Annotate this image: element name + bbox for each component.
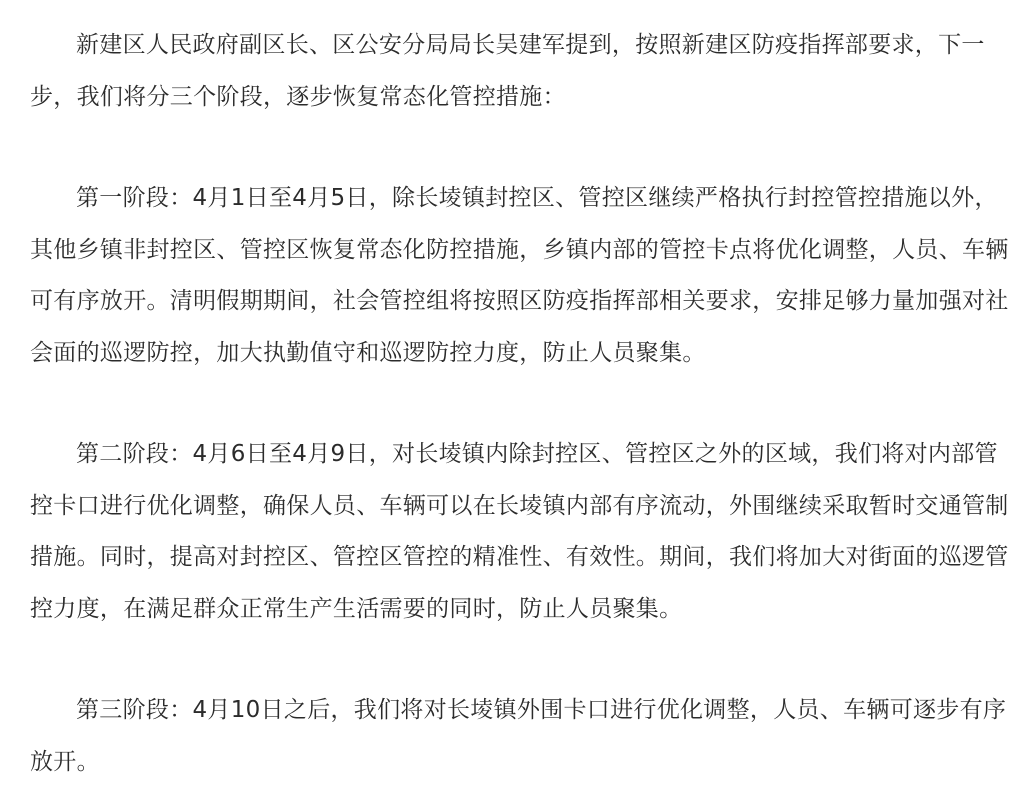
paragraph-phase-three: 第三阶段：4月10日之后，我们将对长堎镇外围卡口进行优化调整，人员、车辆可逐步有序放开。 — [30, 697, 1007, 775]
paragraph-intro: 新建区人民政府副区长、区公安分局局长吴建军提到，按照新建区防疫指挥部要求，下一步，我们将分三个阶段，逐步恢复常态化管控措施： — [30, 32, 985, 110]
paragraph-phase-one: 第一阶段：4月1日至4月5日，除长堎镇封控区、管控区继续严格执行封控管控措施以外，其他乡镇非封控区、管控区恢复常态化防控措施，乡镇内部的管控卡点将优化调整，人员、车辆可有序放开。清明假期期间，社会管控组将按照区防疫指挥部相关要求，安排足够力量加强对社会面的巡逻防控，加大执勤值守和巡逻防控力度，防止人员聚集。 — [30, 185, 1009, 366]
paragraph-phase-two: 第二阶段：4月6日至4月9日，对长堎镇内除封控区、管控区之外的区域，我们将对内部管控卡口进行优化调整，确保人员、车辆可以在长堎镇内部有序流动，外围继续采取暂时交通管制措施。同时，提高对封控区、管控区管控的精准性、有效性。期间，我们将加大对街面的巡逻管控力度，在满足群众正常生产生活需要的同时，防止人员聚集。 — [30, 441, 1009, 622]
